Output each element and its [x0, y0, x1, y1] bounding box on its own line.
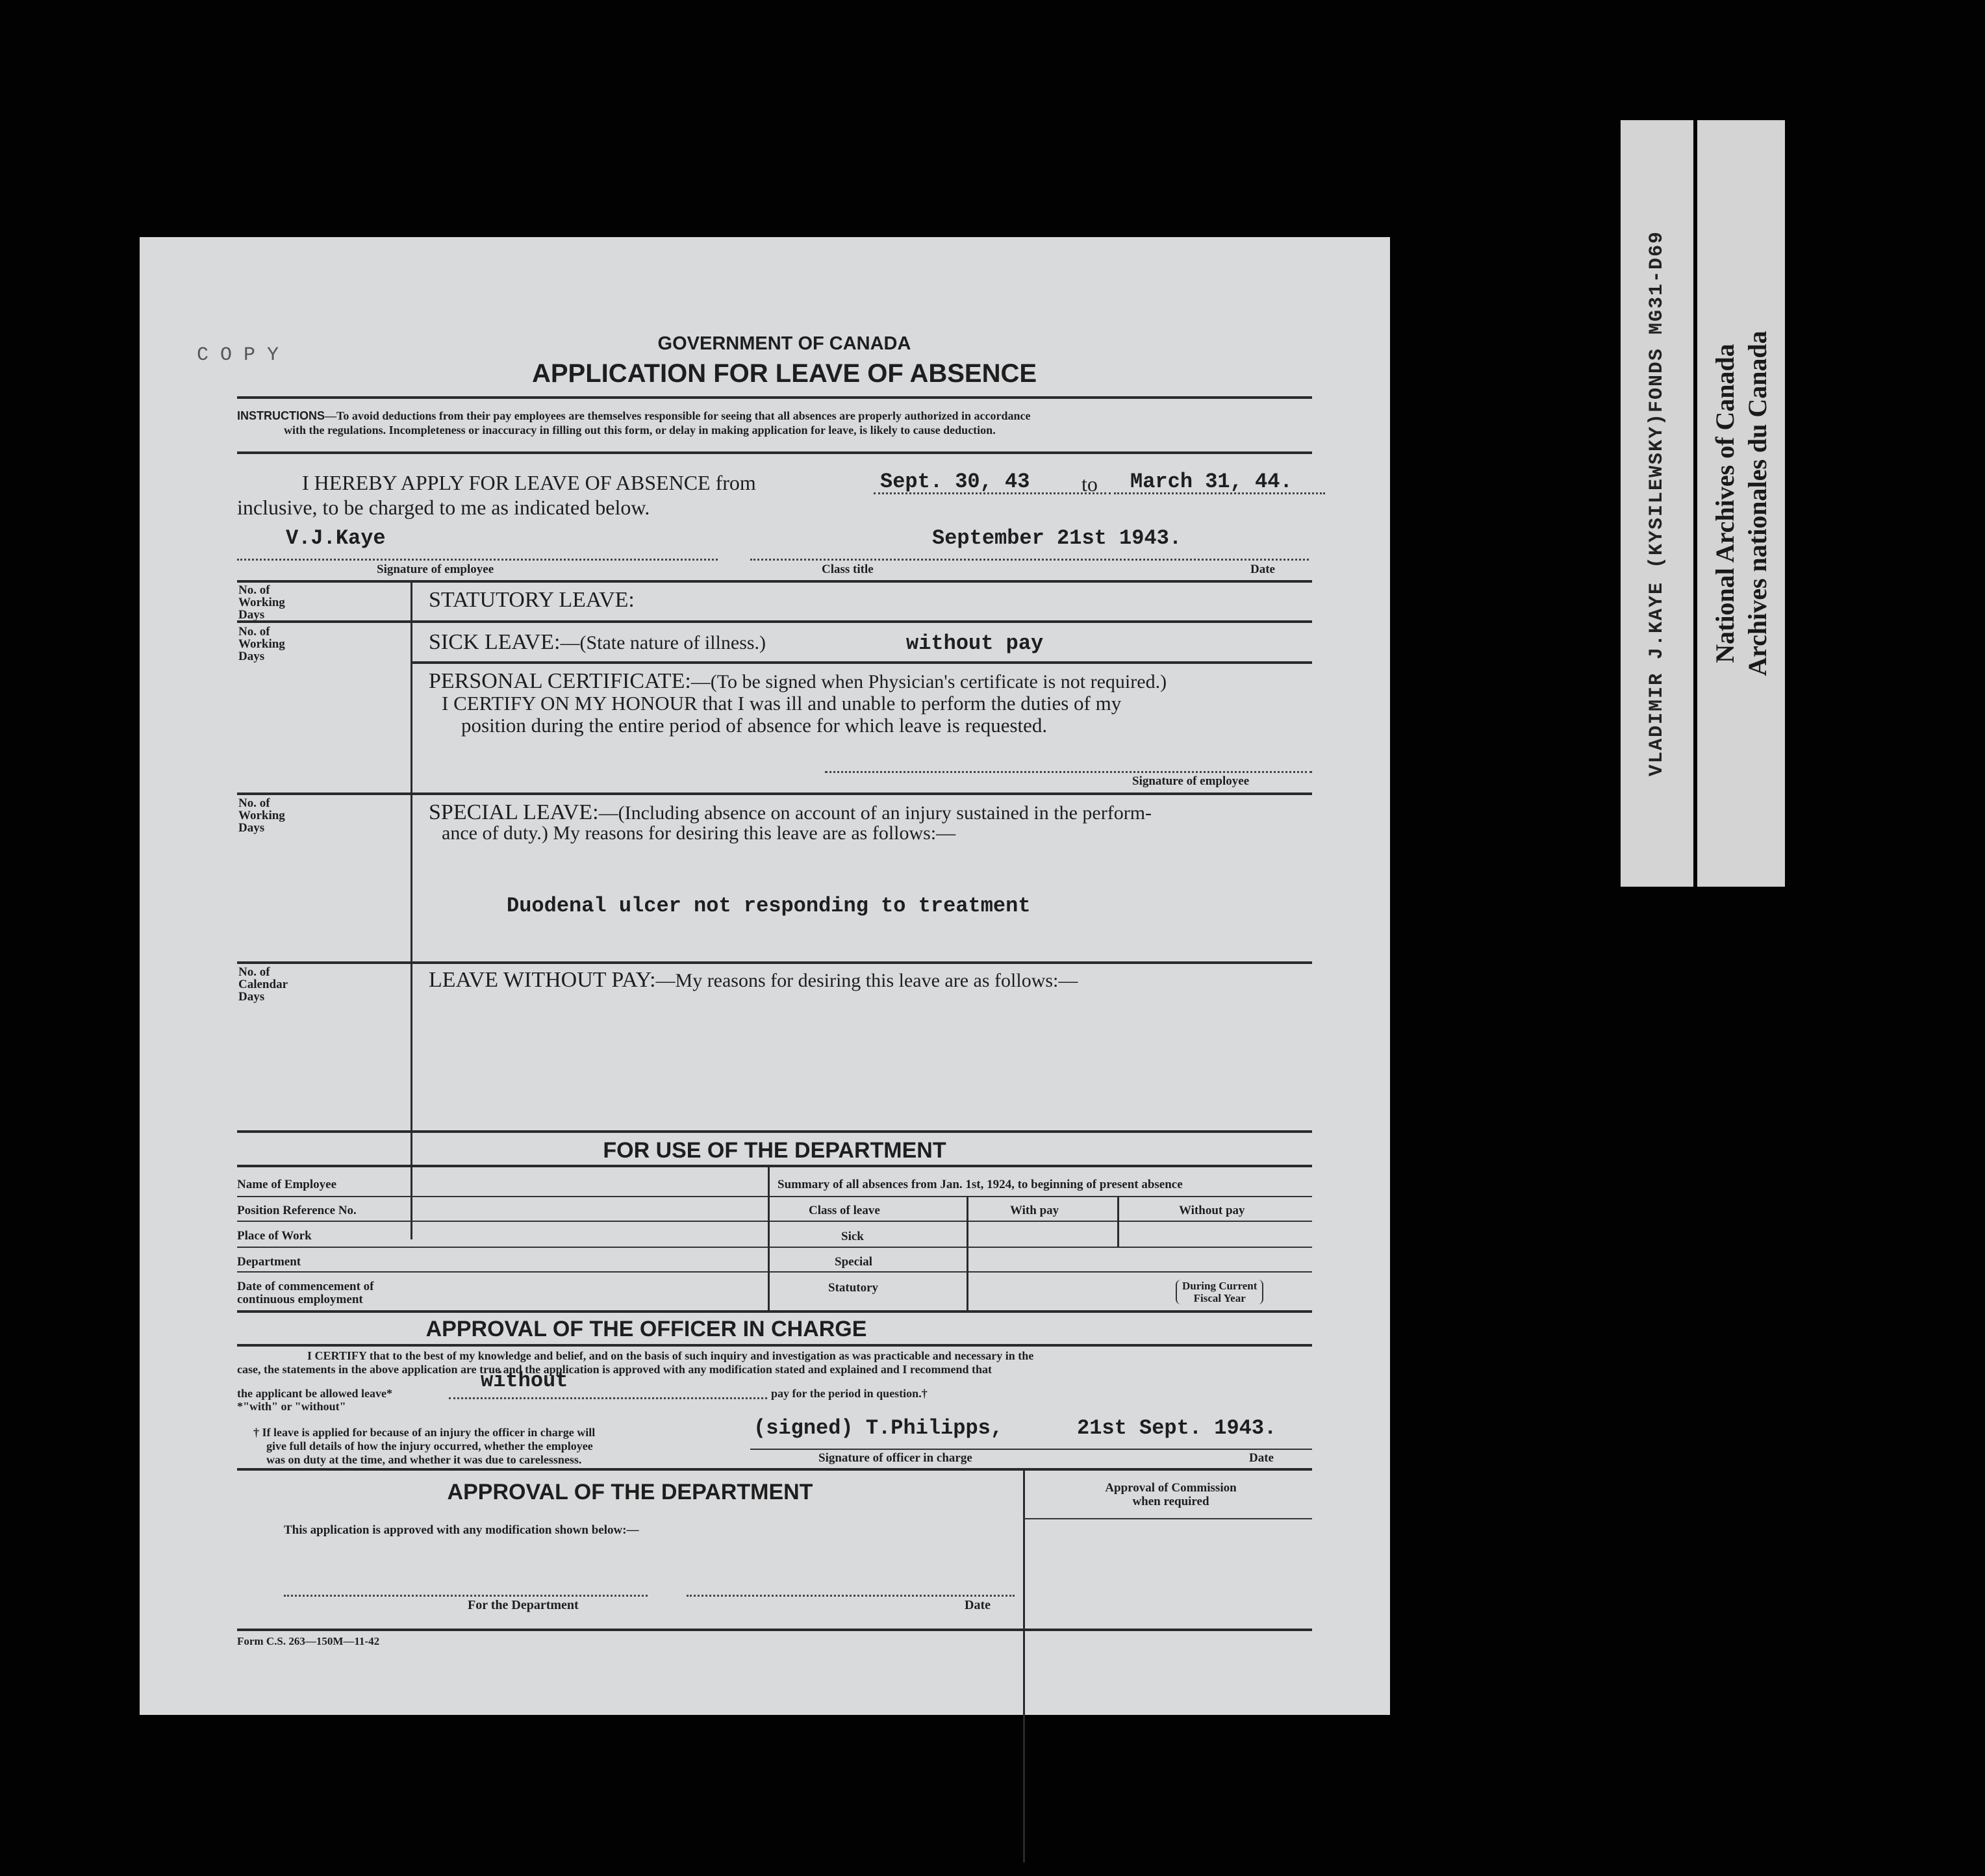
copy-stamp: C O P Y [197, 344, 279, 366]
instructions-line2: with the regulations. Incompleteness or inaccuracy in filling out this form, or delay in making application for leave, is likely to cause deduction. [284, 424, 996, 437]
certificate-line1: I CERTIFY ON MY HONOUR that I was ill and unable to perform the duties of my [442, 692, 1122, 715]
calendar-days-label: No. of Calendar Days [238, 965, 288, 1004]
form-title: APPLICATION FOR LEAVE OF ABSENCE [531, 359, 1037, 388]
archive-name-en: National Archives of Canada [1710, 344, 1739, 663]
department-approval-heading: APPROVAL OF THE DEPARTMENT [447, 1480, 813, 1504]
sick-leave-value: without pay [906, 631, 1044, 655]
officer-signature-date: 21st Sept. 1943. [1077, 1416, 1277, 1440]
apply-statement: I HEREBY APPLY FOR LEAVE OF ABSENCE from [302, 471, 756, 494]
statutory-days-label: No. of Working Days [238, 583, 285, 622]
archive-institution-tag [1697, 120, 1785, 887]
department-use-heading: FOR USE OF THE DEPARTMENT [603, 1138, 946, 1163]
leave-application-form: C O P Y GOVERNMENT OF CANADA APPLICATION FOR LEAVE OF ABSENCE INSTRUCTIONS—To avoid deductions from their pay employees are themselves responsible for seeing that all absences are properly authorized in accordance with the regulations. Incompleteness or inaccuracy in filling out this form, or delay in making application for leave, is likely to cause deduction. I HEREBY APPLY FOR LEAVE OF ABSENCE from Sept. 30, 43 to March 31, 44. inclusive, to be charged to me as indicated below. V.J.Kaye September 21st 1943. Signature of employee Class title Date No. of Working Days STATUTORY LEAVE: No. of Working Days SICK LEAVE:—(State nature of illness.) without pay PERSONAL CERTIFICATE:—(To be signed when Physician's certificate is not required.) I CERTIFY ON MY HONOUR that I was ill and unable to perform the duties of my position during the entire period of absence for which leave is requested. Signature of employee No. of Working Days SPECIAL LEAVE:—(Including absence on account of an injury sustained in the perform- ance of duty.) My reasons for desiring this leave are as follows:— Duodenal ulcer not responding to treatment No. of Calendar Days LEAVE WITHOUT PAY:—My reasons for desiring this leave are as follows:— FOR USE OF THE DEPARTMENT Name of Employee Position Reference No. Place of Work Department Date of commencement of continuous employment Summary of all absences from Jan. 1st, 1924, to beginning of present absence Class of leave With pay Without pay Sick Special Statutory During Current Fiscal Year APPROVAL OF THE OFFICER IN CHARGE I CERTIFY that to the best of my knowledge and belief, and on the basis of such inquiry and investigation as was practicable and necessary in the case, the statements in the above application are true and the application is approved with any modification stated and explained and I recommend that the applicant be allowed leave* without pay for the period in question.† *"with" or "without" † If leave is applied for because of an injury the officer in charge will give full details of how the injury occurred, whether the employee was on duty at the time, and whether it was due to carelessness. (signed) T.Philipps, 21st Sept. 1943. Signature of officer in charge Date APPROVAL OF THE DEPARTMENT Approval of Commission when required This application is approved with any modification shown below:— For the Department Date Form C.S. 263—150M—11-42 [140, 237, 1390, 1715]
statutory-leave-heading: STATUTORY LEAVE: [429, 588, 635, 612]
officer-signature: (signed) T.Philipps, [753, 1416, 1004, 1440]
injury-note: † If leave is applied for because of an injury the officer in charge will give full details of how the injury occurred, whether the employee was on duty at the time, and whether it was due to carelessness. [253, 1426, 596, 1466]
application-date: September 21st 1943. [932, 526, 1182, 550]
special-leave-heading: SPECIAL LEAVE:—(Including absence on account of an injury sustained in the perform- [429, 800, 1152, 824]
sick-leave-heading: SICK LEAVE:—(State nature of illness.) [429, 630, 766, 654]
personal-certificate-heading: PERSONAL CERTIFICATE:—(To be signed when Physician's certificate is not required.) [429, 669, 1167, 693]
leave-from-date: Sept. 30, 43 [880, 470, 1030, 494]
inclusive-statement: inclusive, to be charged to me as indicated below. [237, 496, 650, 519]
officer-approval-heading: APPROVAL OF THE OFFICER IN CHARGE [425, 1317, 867, 1341]
absence-summary-heading: Summary of all absences from Jan. 1st, 1924, to beginning of present absence [778, 1178, 1183, 1191]
sick-days-label: No. of Working Days [238, 625, 285, 663]
leave-to-date: March 31, 44. [1130, 470, 1293, 494]
leave-without-pay-heading: LEAVE WITHOUT PAY:—My reasons for desiring this leave are as follows:— [429, 968, 1078, 992]
instructions: INSTRUCTIONS—To avoid deductions from their pay employees are themselves responsible for seeing that all absences are properly authorized in accordance [237, 409, 1031, 422]
special-leave-reason: Duodenal ulcer not responding to treatment [507, 894, 1031, 918]
certificate-line2: position during the entire period of absence for which leave is requested. [461, 714, 1048, 737]
fiscal-year-note: During Current Fiscal Year [1176, 1280, 1263, 1304]
archive-fonds-text: VLADIMIR J.KAYE (KYSILEWSKY)FONDS MG31-D69 [1646, 230, 1668, 777]
archive-fonds-tag [1621, 120, 1693, 887]
officer-leave-type: without [481, 1369, 568, 1393]
government-heading: GOVERNMENT OF CANADA [657, 333, 911, 354]
archive-name-fr: Archives nationales du Canada [1742, 331, 1772, 676]
commission-approval-label: Approval of Commission when required [1105, 1481, 1237, 1508]
employee-signature: V.J.Kaye [286, 526, 386, 550]
special-days-label: No. of Working Days [238, 796, 285, 835]
form-number: Form C.S. 263—150M—11-42 [237, 1635, 380, 1647]
